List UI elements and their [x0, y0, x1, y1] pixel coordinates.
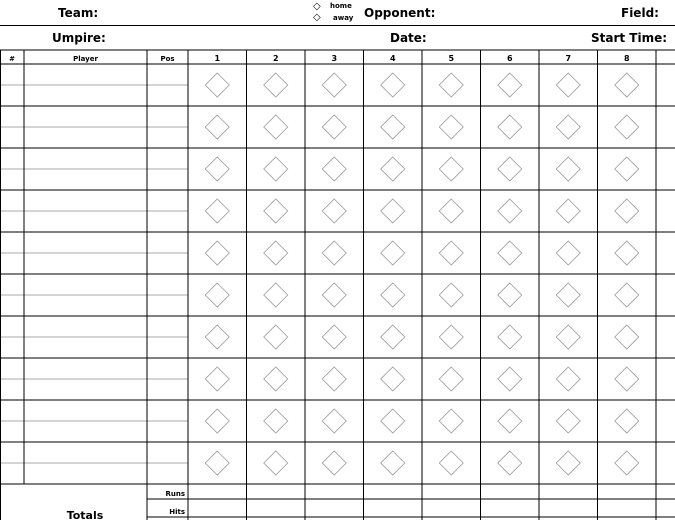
at-bat-diamond-icon[interactable]: [615, 115, 639, 139]
at-bat-diamond-icon[interactable]: [381, 73, 405, 97]
at-bat-diamond-icon[interactable]: [264, 157, 288, 181]
umpire-label: Umpire:: [52, 31, 106, 45]
at-bat-diamond-icon[interactable]: [381, 115, 405, 139]
at-bat-diamond-icon[interactable]: [615, 367, 639, 391]
at-bat-diamond-icon[interactable]: [322, 451, 346, 475]
col-pos-header: Pos: [160, 55, 175, 63]
at-bat-diamond-icon[interactable]: [381, 241, 405, 265]
inning-header-6: 6: [506, 54, 513, 63]
hits-label: Hits: [169, 508, 185, 516]
at-bat-diamond-icon[interactable]: [264, 199, 288, 223]
field-label: Field:: [621, 6, 659, 20]
at-bat-diamond-icon[interactable]: [264, 367, 288, 391]
at-bat-diamond-icon[interactable]: [556, 283, 580, 307]
at-bat-diamond-icon[interactable]: [322, 115, 346, 139]
at-bat-diamond-icon[interactable]: [264, 409, 288, 433]
at-bat-diamond-icon[interactable]: [556, 367, 580, 391]
at-bat-diamond-icon[interactable]: [556, 199, 580, 223]
at-bat-diamond-icon[interactable]: [322, 409, 346, 433]
at-bat-diamond-icon[interactable]: [556, 157, 580, 181]
at-bat-diamond-icon[interactable]: [205, 409, 229, 433]
at-bat-diamond-icon[interactable]: [205, 241, 229, 265]
at-bat-diamond-icon[interactable]: [264, 73, 288, 97]
inning-header-2: 2: [272, 54, 279, 63]
at-bat-diamond-icon[interactable]: [381, 367, 405, 391]
at-bat-diamond-icon[interactable]: [264, 451, 288, 475]
at-bat-diamond-icon[interactable]: [381, 451, 405, 475]
at-bat-diamond-icon[interactable]: [498, 115, 522, 139]
at-bat-diamond-icon[interactable]: [439, 241, 463, 265]
runs-label: Runs: [165, 490, 185, 498]
at-bat-diamond-icon[interactable]: [498, 367, 522, 391]
away-label: away: [333, 14, 354, 22]
at-bat-diamond-icon[interactable]: [615, 283, 639, 307]
at-bat-diamond-icon[interactable]: [322, 157, 346, 181]
at-bat-diamond-icon[interactable]: [264, 241, 288, 265]
at-bat-diamond-icon[interactable]: [615, 199, 639, 223]
at-bat-diamond-icon[interactable]: [439, 115, 463, 139]
at-bat-diamond-icon[interactable]: [556, 115, 580, 139]
at-bat-diamond-icon[interactable]: [556, 451, 580, 475]
at-bat-diamond-icon[interactable]: [205, 115, 229, 139]
inning-header-7: 7: [565, 54, 572, 63]
at-bat-diamond-icon[interactable]: [205, 283, 229, 307]
home-diamond-icon[interactable]: ◇: [313, 1, 321, 12]
at-bat-diamond-icon[interactable]: [556, 325, 580, 349]
team-label: Team:: [58, 6, 99, 20]
at-bat-diamond-icon[interactable]: [264, 325, 288, 349]
at-bat-diamond-icon[interactable]: [556, 409, 580, 433]
at-bat-diamond-icon[interactable]: [615, 241, 639, 265]
at-bat-diamond-icon[interactable]: [205, 451, 229, 475]
at-bat-diamond-icon[interactable]: [381, 325, 405, 349]
at-bat-diamond-icon[interactable]: [439, 283, 463, 307]
at-bat-diamond-icon[interactable]: [556, 241, 580, 265]
at-bat-diamond-icon[interactable]: [322, 73, 346, 97]
at-bat-diamond-icon[interactable]: [381, 199, 405, 223]
col-player-header: Player: [73, 55, 98, 63]
at-bat-diamond-icon[interactable]: [381, 157, 405, 181]
date-label: Date:: [390, 31, 427, 45]
at-bat-diamond-icon[interactable]: [205, 325, 229, 349]
at-bat-diamond-icon[interactable]: [498, 451, 522, 475]
inning-header-8: 8: [623, 54, 630, 63]
at-bat-diamond-icon[interactable]: [498, 241, 522, 265]
at-bat-diamond-icon[interactable]: [439, 199, 463, 223]
at-bat-diamond-icon[interactable]: [264, 283, 288, 307]
home-label: home: [330, 2, 352, 10]
at-bat-diamond-icon[interactable]: [498, 73, 522, 97]
at-bat-diamond-icon[interactable]: [264, 115, 288, 139]
inning-header-4: 4: [389, 54, 396, 63]
at-bat-diamond-icon[interactable]: [615, 157, 639, 181]
at-bat-diamond-icon[interactable]: [322, 367, 346, 391]
totals-label: Totals: [66, 509, 104, 520]
at-bat-diamond-icon[interactable]: [439, 325, 463, 349]
start-time-label: Start Time:: [591, 31, 668, 45]
at-bat-diamond-icon[interactable]: [381, 409, 405, 433]
inning-header-3: 3: [331, 54, 338, 63]
at-bat-diamond-icon[interactable]: [498, 283, 522, 307]
at-bat-diamond-icon[interactable]: [498, 157, 522, 181]
at-bat-diamond-icon[interactable]: [498, 199, 522, 223]
at-bat-diamond-icon[interactable]: [205, 73, 229, 97]
opponent-label: Opponent:: [364, 6, 436, 20]
at-bat-diamond-icon[interactable]: [439, 367, 463, 391]
at-bat-diamond-icon[interactable]: [439, 73, 463, 97]
at-bat-diamond-icon[interactable]: [205, 367, 229, 391]
at-bat-diamond-icon[interactable]: [381, 283, 405, 307]
at-bat-diamond-icon[interactable]: [498, 325, 522, 349]
at-bat-diamond-icon[interactable]: [556, 73, 580, 97]
at-bat-diamond-icon[interactable]: [615, 409, 639, 433]
at-bat-diamond-icon[interactable]: [322, 325, 346, 349]
away-diamond-icon[interactable]: ◇: [313, 12, 321, 23]
at-bat-diamond-icon[interactable]: [439, 409, 463, 433]
at-bat-diamond-icon[interactable]: [322, 241, 346, 265]
col-number-header: #: [9, 55, 15, 63]
inning-header-1: 1: [214, 54, 221, 63]
at-bat-diamond-icon[interactable]: [615, 73, 639, 97]
at-bat-diamond-icon[interactable]: [439, 157, 463, 181]
at-bat-diamond-icon[interactable]: [498, 409, 522, 433]
inning-header-5: 5: [448, 54, 455, 63]
at-bat-diamond-icon[interactable]: [615, 451, 639, 475]
at-bat-diamond-icon[interactable]: [615, 325, 639, 349]
at-bat-diamond-icon[interactable]: [322, 199, 346, 223]
at-bat-diamond-icon[interactable]: [322, 283, 346, 307]
at-bat-diamond-icon[interactable]: [205, 157, 229, 181]
at-bat-diamond-icon[interactable]: [205, 199, 229, 223]
at-bat-diamond-icon[interactable]: [439, 451, 463, 475]
